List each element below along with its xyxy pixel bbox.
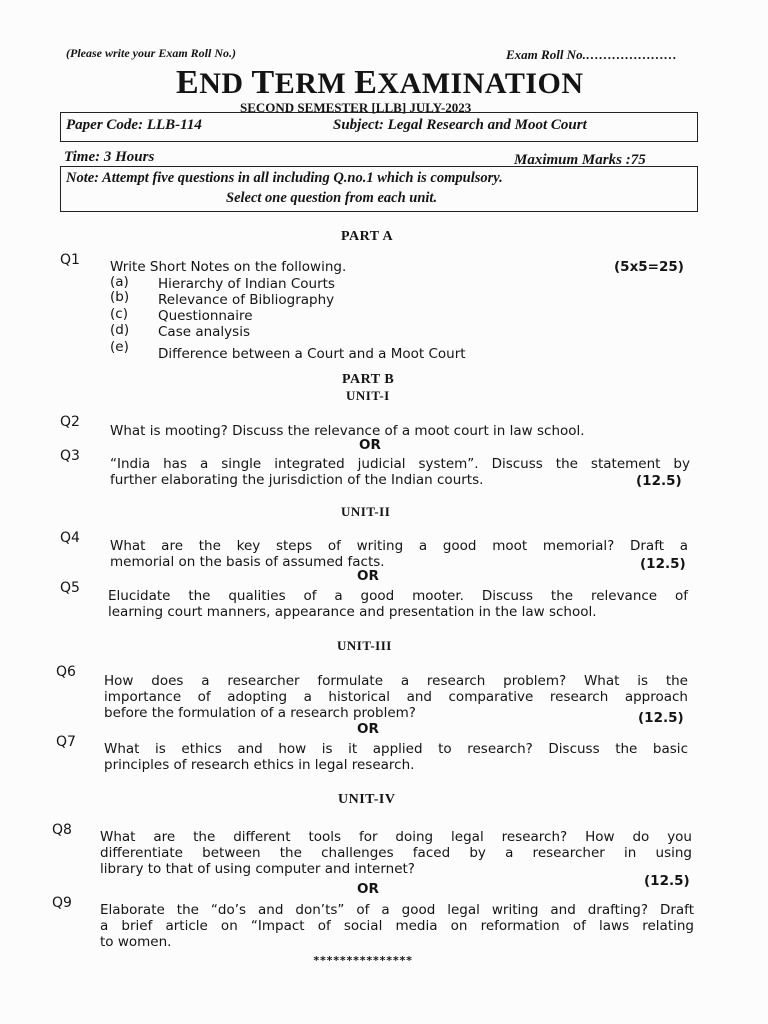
- question-number: Q2: [60, 414, 80, 430]
- question-text: What is ethics and how is it applied to research? Discuss the basic principles of research ethics in legal research.: [104, 741, 688, 773]
- question-number: Q8: [52, 822, 72, 838]
- marks: (12.5): [636, 473, 682, 489]
- sub-item-text: Difference between a Court and a Moot Court: [158, 346, 466, 362]
- unit-heading: UNIT-I: [346, 388, 390, 403]
- or-separator: OR: [357, 721, 379, 737]
- question-text: What is mooting? Discuss the relevance of a moot court in law school.: [110, 423, 585, 439]
- semester-line: SECOND SEMESTER [LLB] JULY-2023: [240, 100, 472, 115]
- question-number: Q5: [60, 580, 80, 596]
- roll-number-instruction: (Please write your Exam Roll No.): [66, 46, 236, 60]
- question-text: What are the key steps of writing a good moot memorial? Draft a memorial on the basis of assumed facts.: [110, 538, 688, 570]
- exam-title: END TERM EXAMINATION: [176, 64, 584, 101]
- sub-item-text: Questionnaire: [158, 308, 253, 324]
- unit-heading: UNIT-III: [337, 638, 392, 653]
- sub-item-text: Case analysis: [158, 324, 250, 340]
- sub-item-text: Relevance of Bibliography: [158, 292, 335, 308]
- or-separator: OR: [357, 881, 379, 897]
- marks: (12.5): [644, 873, 690, 889]
- question-number: Q6: [56, 664, 76, 680]
- question-number: Q9: [52, 895, 72, 911]
- question-text: “India has a single integrated judicial system”. Discuss the statement by further elaborating the jurisdiction of the Indian courts.: [110, 456, 690, 488]
- question-text: How does a researcher formulate a research problem? What is the importance of adopting a historical and comparative research approach before the formulation of a research problem?: [104, 673, 688, 721]
- sub-item-label: (c): [110, 306, 128, 322]
- marks: (12.5): [638, 710, 684, 726]
- question-text: Elaborate the “do’s and don’ts” of a good legal writing and drafting? Draft a brief article on “Impact of social media on reformation of laws relating to women.: [100, 902, 694, 950]
- sub-item-label: (b): [110, 289, 130, 305]
- question-number: Q1: [60, 252, 80, 268]
- subject: Subject: Legal Research and Moot Court: [333, 117, 587, 133]
- exam-roll-no-field: Exam Roll No.…………………: [506, 47, 677, 62]
- question-text: What are the different tools for doing legal research? How do you differentiate between the challenges faced by a researcher in using library to that of using computer and internet?: [100, 829, 692, 877]
- sub-item-label: (a): [110, 274, 129, 290]
- question-number: Q4: [60, 530, 80, 546]
- part-a-heading: PART A: [341, 229, 394, 244]
- question-text: Elucidate the qualities of a good mooter. Discuss the relevance of learning court manners, appearance and presentation in the law school.: [108, 588, 688, 620]
- marks: (5x5=25): [614, 259, 684, 275]
- maximum-marks: Maximum Marks :75: [514, 152, 646, 168]
- unit-heading: UNIT-II: [341, 504, 391, 519]
- sub-item-text: Hierarchy of Indian Courts: [158, 276, 335, 292]
- sub-item-label: (e): [110, 339, 129, 355]
- end-marker: ***************: [313, 954, 413, 967]
- or-separator: OR: [359, 437, 381, 453]
- sub-item-label: (d): [110, 322, 130, 338]
- part-b-heading: PART B: [342, 372, 395, 387]
- question-number: Q7: [56, 734, 76, 750]
- unit-heading: UNIT-IV: [338, 792, 396, 807]
- note-line-2: Select one question from each unit.: [226, 190, 438, 206]
- paper-code: Paper Code: LLB-114: [66, 117, 202, 133]
- question-text: Write Short Notes on the following.: [110, 259, 347, 275]
- question-number: Q3: [60, 448, 80, 464]
- marks: (12.5): [640, 556, 686, 572]
- time-allowed: Time: 3 Hours: [64, 149, 155, 165]
- or-separator: OR: [357, 568, 379, 584]
- note-line-1: Note: Attempt five questions in all including Q.no.1 which is compulsory.: [66, 170, 503, 186]
